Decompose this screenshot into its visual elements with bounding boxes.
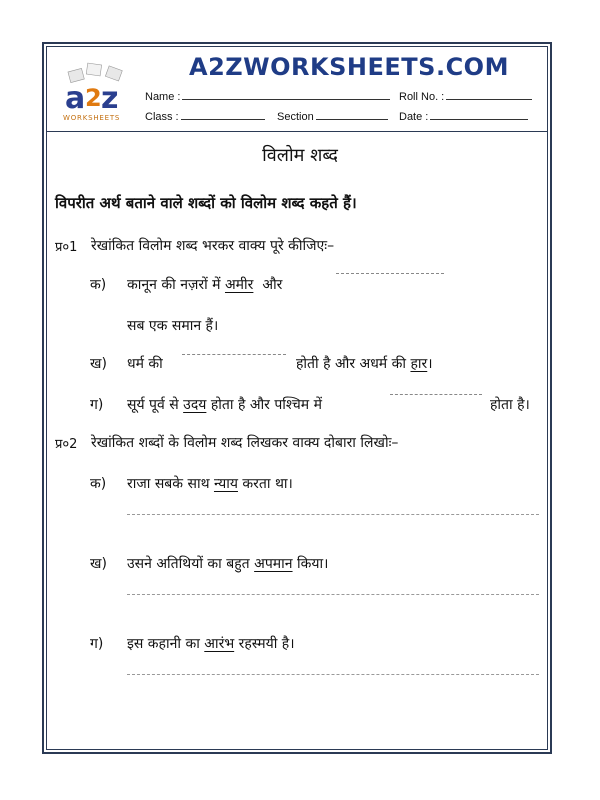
name-label: Name : [145, 91, 181, 103]
svg-text:WORKSHEETS: WORKSHEETS [63, 114, 121, 122]
roll-row [399, 88, 532, 103]
q2c-sentence: इस कहानी का आरंभ रहस्मयी है। [127, 636, 295, 652]
q2b-sentence: उसने अतिथियों का बहुत अपमान किया। [127, 556, 329, 572]
q2-number: प्र०2 [55, 437, 78, 452]
a2z-logo-icon [57, 62, 137, 124]
class-row [145, 108, 265, 123]
q2b-label: ख) [90, 556, 107, 572]
q1-number: प्र०1 [55, 240, 78, 255]
q1-instruction: रेखांकित विलोम शब्द भरकर वाक्य पूरे कीजिएः– [91, 238, 335, 254]
q2c-label: ग) [90, 636, 104, 652]
name-row [145, 88, 390, 103]
name-field[interactable] [182, 88, 390, 100]
q1c-label: ग) [90, 397, 104, 413]
worksheet-header [47, 47, 547, 131]
q2c-underlined-word: आरंभ [204, 636, 235, 652]
q1a-answer-blank[interactable] [336, 273, 444, 274]
roll-label: Roll No. : [399, 91, 445, 103]
q2a-answer-line[interactable] [127, 514, 539, 515]
q1b-before: धर्म की [127, 356, 163, 372]
q2b-underlined-word: अपमान [254, 556, 293, 572]
section-label: Section [277, 111, 314, 123]
q1b-label: ख) [90, 356, 107, 372]
q1c-sentence: सूर्य पूर्व से उदय होता है और पश्चिम में [127, 397, 322, 413]
header-divider [47, 131, 547, 132]
q1c-underlined-word: उदय [183, 397, 207, 413]
q2b-answer-line[interactable] [127, 594, 539, 595]
q2-instruction: रेखांकित शब्दों के विलोम शब्द लिखकर वाक्य दोबारा लिखोः– [91, 435, 399, 451]
class-field[interactable] [181, 108, 265, 120]
section-row [277, 108, 388, 123]
site-title: A2ZWORKSHEETS.COM [189, 53, 509, 81]
svg-text:z: z [101, 81, 119, 116]
q1a-line2: सब एक समान हैं। [127, 318, 219, 334]
q1a-underlined-word: अमीर [224, 277, 254, 293]
section-field[interactable] [316, 108, 388, 120]
date-field[interactable] [430, 108, 528, 120]
worksheet-title: विलोम शब्द [262, 145, 338, 166]
q2a-sentence: राजा सबके साथ न्याय करता था। [127, 476, 293, 492]
q2c-answer-line[interactable] [127, 674, 539, 675]
q1b-answer-blank[interactable] [182, 354, 286, 355]
q2a-underlined-word: न्याय [213, 476, 238, 492]
q1c-end: होता है। [490, 397, 530, 413]
q1b-rest: होती है और अधर्म की हार। [296, 356, 433, 372]
q1c-answer-blank[interactable] [390, 394, 482, 395]
roll-field[interactable] [446, 88, 532, 100]
q1b-underlined-word: हार [410, 356, 428, 372]
svg-text:2: 2 [85, 84, 102, 112]
class-label: Class : [145, 111, 179, 123]
date-label: Date : [399, 111, 429, 123]
definition-text: विपरीत अर्थ बताने वाले शब्दों को विलोम शब्द कहते हैं। [55, 194, 357, 212]
svg-text:a: a [65, 81, 86, 116]
date-row [399, 108, 528, 123]
q1a-sentence: कानून की नज़रों में अमीर और [127, 277, 283, 293]
q1a-label: क) [90, 277, 107, 293]
q2a-label: क) [90, 476, 107, 492]
